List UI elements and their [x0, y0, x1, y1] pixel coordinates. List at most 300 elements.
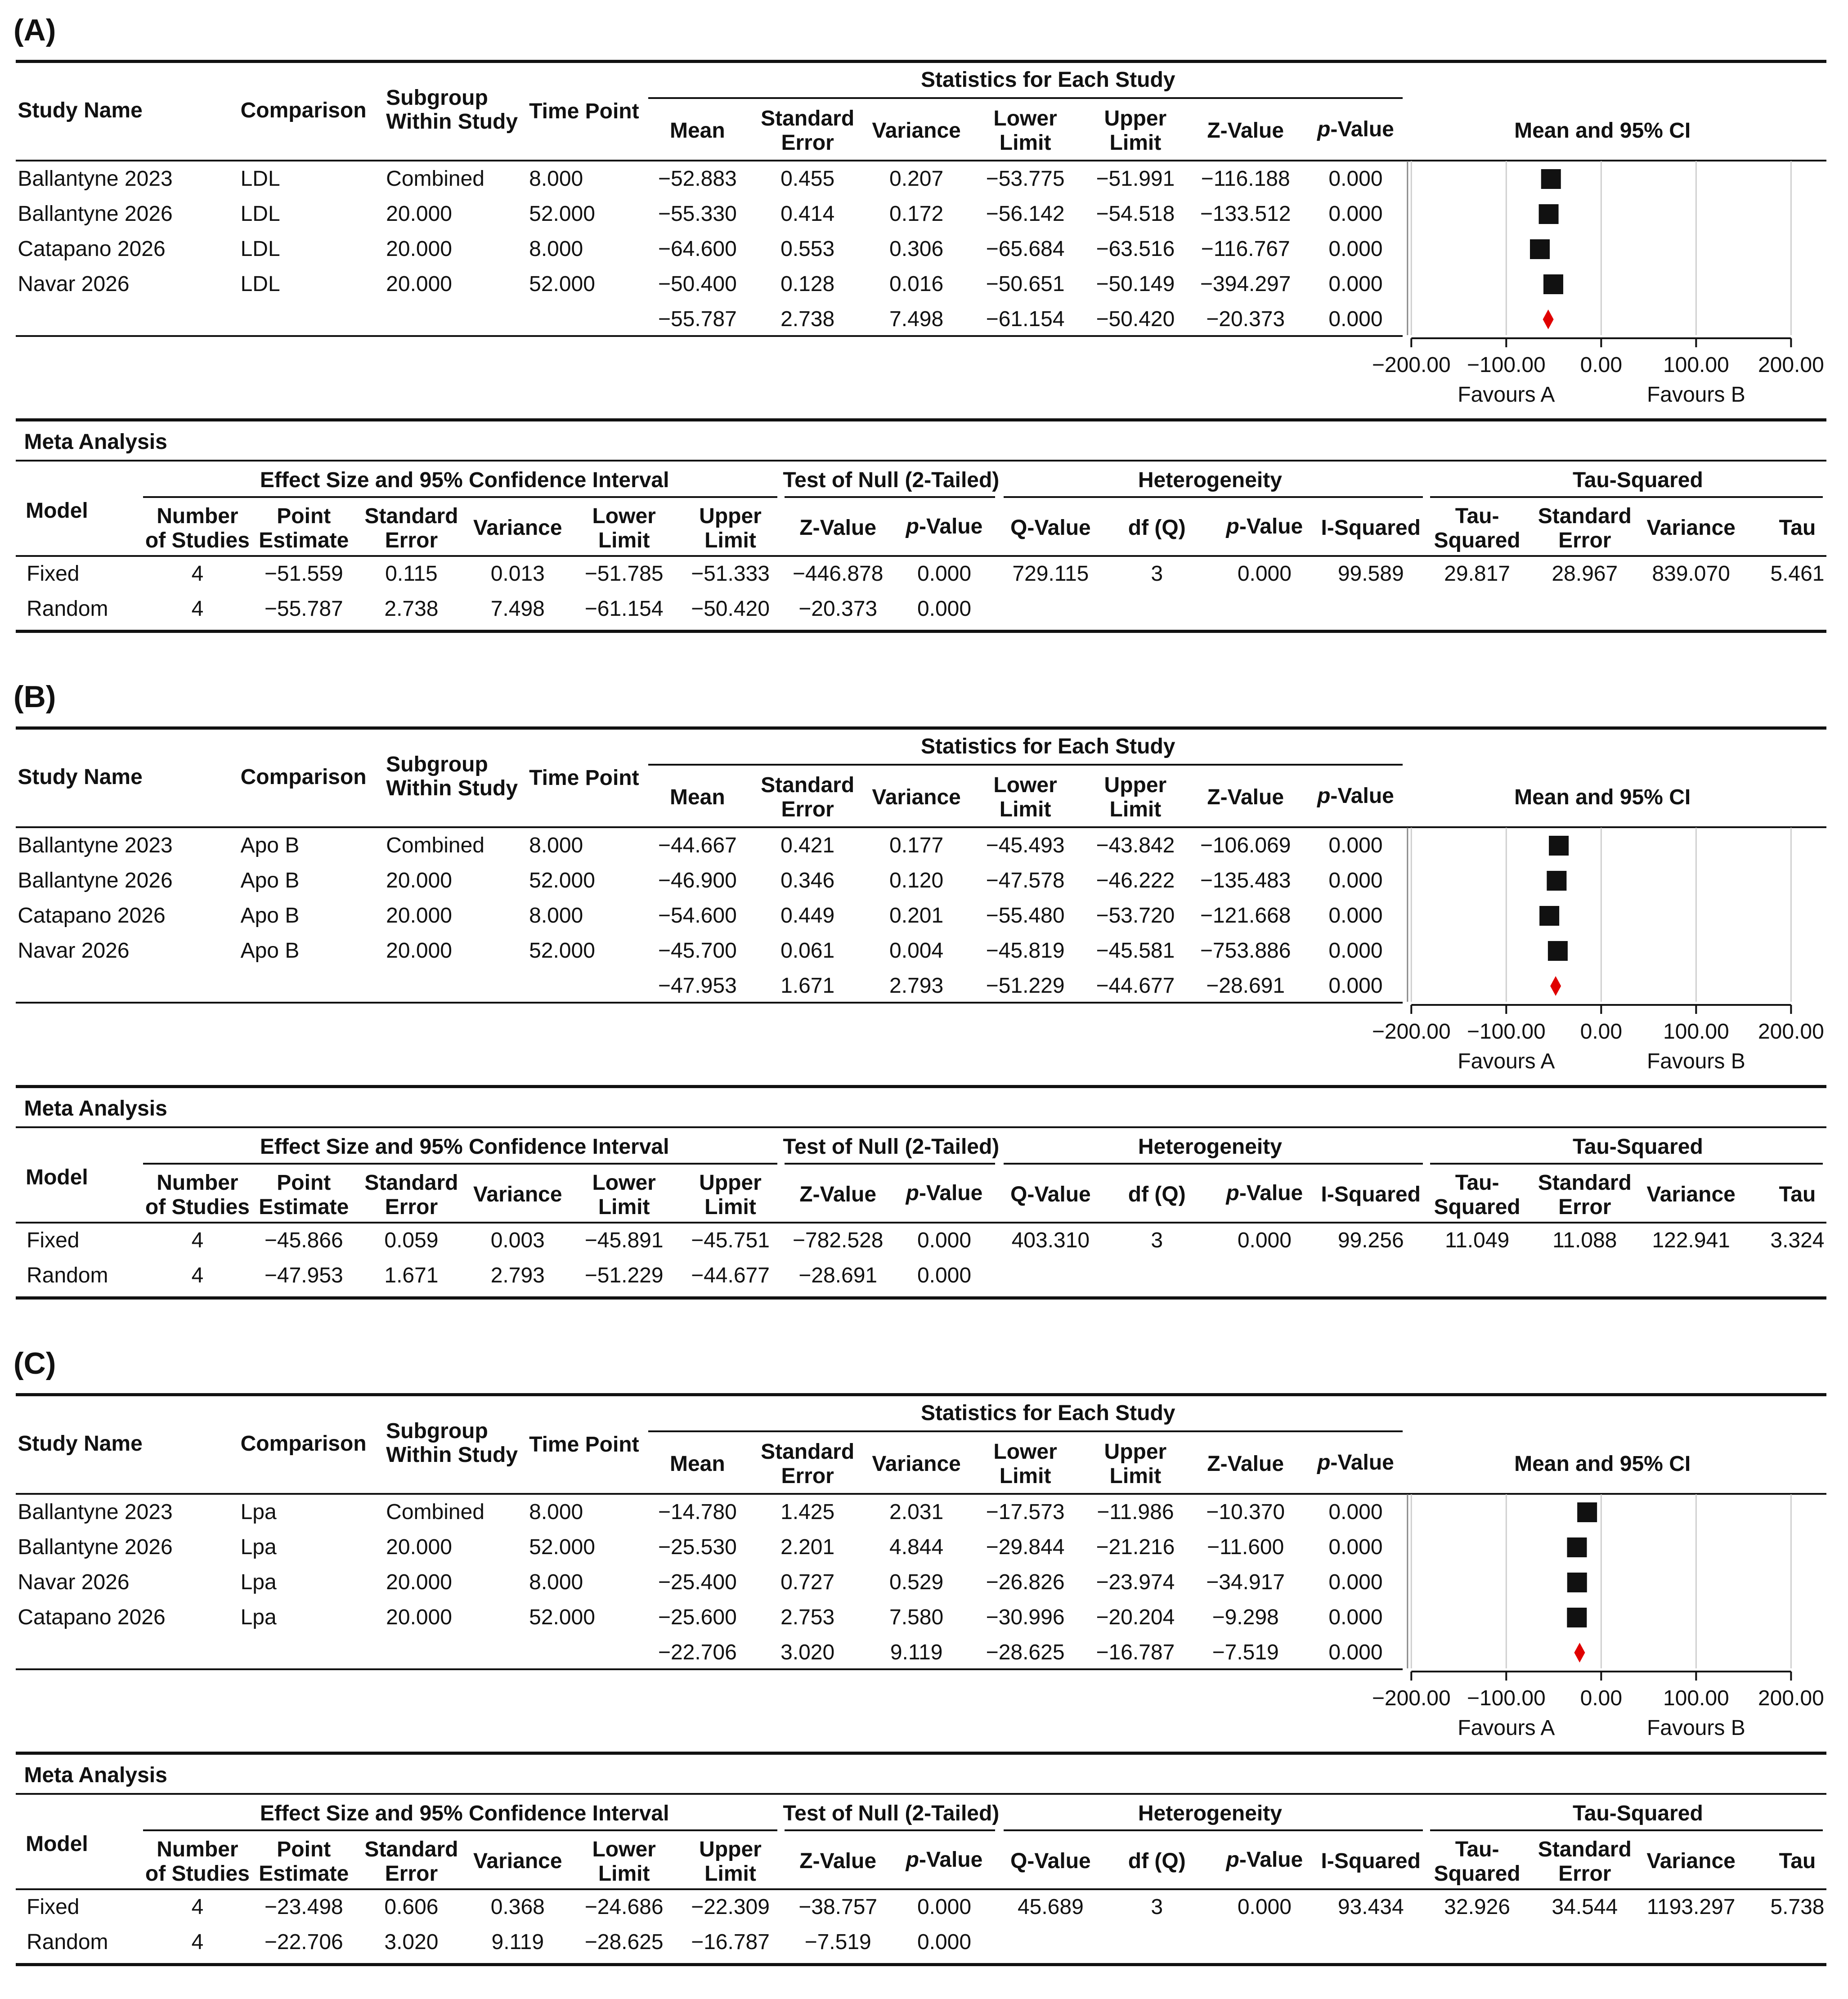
meta-title: Meta Analysis	[24, 1097, 167, 1121]
meta-group-effect: Effect Size and 95% Confidence Interval	[260, 468, 669, 492]
col-header-study-name: Study Name	[18, 765, 143, 789]
meta-cell: 29.817	[1444, 562, 1510, 586]
meta-col-variance: Variance	[473, 1849, 562, 1873]
meta-cell: −22.309	[691, 1895, 770, 1919]
study-cell: 0.000	[1328, 1570, 1383, 1594]
col-header-upper-l2: Limit	[1109, 798, 1162, 821]
meta-group-underline-het	[1004, 1163, 1422, 1165]
study-cell: −121.668	[1200, 904, 1291, 928]
meta-cell: −38.757	[798, 1895, 878, 1919]
study-point-square	[1547, 871, 1566, 891]
meta-col-tau-se-l2: Error	[1558, 529, 1611, 552]
study-cell: −45.700	[658, 939, 737, 963]
meta-cell: Random	[27, 1930, 108, 1954]
meta-cell: 4	[191, 1264, 204, 1287]
study-cell: Apo B	[240, 939, 300, 963]
study-cell: −30.996	[986, 1605, 1065, 1629]
meta-cell: 729.115	[1012, 562, 1089, 586]
study-cell: −11.986	[1097, 1500, 1174, 1524]
col-header-comparison: Comparison	[240, 1432, 367, 1456]
study-cell: −21.216	[1096, 1535, 1175, 1559]
col-header-plot: Mean and 95% CI	[1514, 785, 1691, 809]
meta-col-model: Model	[26, 1832, 88, 1856]
meta-cell: −28.691	[798, 1264, 878, 1287]
study-cell: 0.120	[889, 869, 944, 892]
study-cell: 0.455	[780, 167, 835, 191]
study-cell: −52.883	[658, 167, 737, 191]
study-cell: −23.974	[1096, 1570, 1175, 1594]
study-cell: −43.842	[1096, 834, 1175, 857]
study-cell: Ballantyne 2026	[18, 1535, 173, 1559]
meta-col-tau: Tau	[1779, 516, 1816, 540]
meta-col-standard-error-l1: Standard	[364, 1838, 458, 1861]
meta-col-number-l2: of Studies	[145, 1195, 250, 1219]
summary-cell: −16.787	[1096, 1640, 1175, 1664]
summary-cell: 0.000	[1328, 307, 1383, 331]
meta-cell: −16.787	[691, 1930, 770, 1954]
meta-cell: −47.953	[264, 1264, 343, 1287]
meta-col-q: Q-Value	[1010, 516, 1091, 540]
meta-header-rule	[16, 555, 1826, 557]
col-header-lower-l1: Lower	[993, 107, 1057, 130]
summary-cell: −51.229	[986, 974, 1065, 998]
summary-cell: −50.420	[1096, 307, 1175, 331]
meta-group-underline-tau	[1430, 1163, 1822, 1165]
summary-cell: −28.691	[1206, 974, 1285, 998]
col-header-lower-l2: Limit	[999, 131, 1051, 155]
meta-cell: 0.013	[490, 562, 545, 586]
summary-cell: −44.677	[1096, 974, 1175, 998]
meta-col-p-italic: p	[906, 1181, 919, 1205]
study-cell: −116.188	[1201, 167, 1290, 191]
study-cell: 20.000	[386, 202, 452, 226]
favours-b-label: Favours B	[1646, 1049, 1745, 1073]
x-axis-tick-label: 100.00	[1663, 1020, 1729, 1044]
meta-cell: 99.256	[1337, 1228, 1404, 1252]
meta-col-standard-error-l1: Standard	[364, 1171, 458, 1195]
x-axis-tick-label: 200.00	[1758, 1686, 1824, 1710]
meta-group-null: Test of Null (2-Tailed)	[783, 468, 1000, 492]
meta-col-number-l1: Number	[157, 1171, 238, 1195]
study-cell: Lpa	[240, 1500, 277, 1524]
study-cell: −26.826	[986, 1570, 1065, 1594]
meta-col-standard-error-l1: Standard	[364, 504, 458, 528]
x-axis-tick-label: 0.00	[1580, 1686, 1623, 1710]
meta-top-rule	[16, 1085, 1826, 1088]
meta-col-df: df (Q)	[1128, 1849, 1186, 1873]
col-header-study-name: Study Name	[18, 99, 143, 122]
col-header-lower-l1: Lower	[993, 773, 1057, 797]
col-header-upper-l1: Upper	[1104, 107, 1167, 130]
stats-group-header: Statistics for Each Study	[920, 68, 1175, 92]
study-cell: −753.886	[1200, 939, 1291, 963]
meta-cell: 0.000	[917, 1895, 972, 1919]
meta-col-point-estimate-l1: Point	[277, 1838, 331, 1861]
meta-cell: −7.519	[804, 1930, 871, 1954]
summary-cell: −28.625	[986, 1640, 1065, 1664]
col-header-plot: Mean and 95% CI	[1514, 1452, 1691, 1476]
col-header-p-italic: p	[1317, 784, 1331, 808]
study-point-square	[1548, 941, 1568, 961]
study-cell: −25.400	[658, 1570, 737, 1594]
favours-a-label: Favours A	[1458, 383, 1555, 407]
meta-col-tau-squared-l1: Tau-	[1455, 1171, 1499, 1195]
meta-cell: 0.368	[490, 1895, 545, 1919]
study-cell: −25.530	[658, 1535, 737, 1559]
meta-cell: 3	[1151, 1228, 1163, 1252]
meta-cell: 4	[191, 1930, 204, 1954]
study-cell: −46.900	[658, 869, 737, 892]
study-point-square	[1539, 906, 1559, 926]
study-cell: 52.000	[529, 1535, 595, 1559]
study-cell: Navar 2026	[18, 272, 130, 296]
meta-cell: 0.115	[385, 562, 438, 586]
meta-cell: −45.751	[691, 1228, 770, 1252]
meta-cell: 32.926	[1444, 1895, 1510, 1919]
study-point-square	[1567, 1537, 1587, 1557]
meta-group-het: Heterogeneity	[1138, 468, 1282, 492]
col-header-p-italic: p	[1317, 1451, 1331, 1475]
meta-col-lower-l1: Lower	[592, 1838, 656, 1861]
col-header-upper-l1: Upper	[1104, 1440, 1167, 1464]
x-axis-tick-label: 100.00	[1663, 353, 1729, 377]
summary-cell: −55.787	[658, 307, 737, 331]
meta-cell: 1193.297	[1646, 1895, 1736, 1919]
meta-cell: −51.785	[584, 562, 664, 586]
study-cell: 0.000	[1328, 202, 1383, 226]
study-cell: −106.069	[1200, 834, 1291, 857]
meta-col-tau-squared-l2: Squared	[1434, 529, 1521, 552]
meta-col-tau-variance: Variance	[1646, 1849, 1736, 1873]
meta-group-underline-het	[1004, 496, 1422, 498]
meta-col-point-estimate-l2: Estimate	[259, 1862, 349, 1886]
study-cell: 2.753	[780, 1605, 835, 1629]
meta-cell: Fixed	[27, 1228, 80, 1252]
meta-col-het-p-rest: -Value	[1239, 515, 1303, 538]
study-cell: Catapano 2026	[18, 904, 166, 928]
meta-group-underline-effect	[143, 496, 777, 498]
study-cell: Lpa	[240, 1570, 277, 1594]
stats-group-header: Statistics for Each Study	[920, 735, 1175, 758]
meta-group-het: Heterogeneity	[1138, 1135, 1282, 1159]
study-cell: −51.991	[1096, 167, 1175, 191]
study-cell: −45.493	[986, 834, 1065, 857]
meta-col-q: Q-Value	[1010, 1849, 1091, 1873]
meta-col-z: Z-Value	[799, 1849, 877, 1873]
meta-cell: Fixed	[27, 562, 80, 586]
panel-0	[0, 0, 1848, 666]
study-cell: 0.000	[1328, 1535, 1383, 1559]
study-cell: 0.016	[889, 272, 944, 296]
study-point-square	[1567, 1608, 1587, 1627]
summary-cell: −47.953	[658, 974, 737, 998]
study-cell: Ballantyne 2023	[18, 167, 173, 191]
study-cell: Catapano 2026	[18, 1605, 166, 1629]
x-axis-tick-label: 0.00	[1580, 1020, 1623, 1044]
study-cell: 20.000	[386, 904, 452, 928]
col-header-time-point: Time Point	[529, 1433, 639, 1457]
meta-cell: 0.000	[917, 1228, 972, 1252]
study-cell: −54.600	[658, 904, 737, 928]
meta-cell: −20.373	[798, 597, 878, 621]
study-cell: 0.727	[780, 1570, 835, 1594]
study-cell: 0.207	[889, 167, 944, 191]
meta-col-isq: I-Squared	[1321, 1849, 1421, 1873]
study-cell: 8.000	[529, 167, 583, 191]
meta-col-model: Model	[26, 499, 88, 523]
meta-col-number-l1: Number	[157, 1838, 238, 1861]
col-header-variance: Variance	[872, 785, 961, 809]
study-cell: −116.767	[1201, 237, 1290, 261]
study-cell: Catapano 2026	[18, 237, 166, 261]
summary-cell: 1.671	[780, 974, 835, 998]
meta-col-df: df (Q)	[1128, 516, 1186, 540]
meta-col-p-rest: -Value	[919, 1181, 983, 1205]
meta-col-point-estimate-l2: Estimate	[259, 529, 349, 552]
x-axis-tick-label: −200.00	[1372, 1020, 1451, 1044]
study-cell: 8.000	[529, 237, 583, 261]
meta-cell: −61.154	[584, 597, 664, 621]
x-axis-tick-label: 200.00	[1758, 1020, 1824, 1044]
study-cell: 20.000	[386, 1570, 452, 1594]
favours-a-label: Favours A	[1458, 1049, 1555, 1073]
study-point-square	[1539, 204, 1559, 224]
meta-cell: 0.000	[917, 562, 972, 586]
meta-cell: −782.528	[792, 1228, 884, 1252]
meta-cell: −45.891	[584, 1228, 664, 1252]
study-cell: 0.000	[1328, 834, 1383, 857]
meta-title: Meta Analysis	[24, 430, 167, 454]
study-cell: 20.000	[386, 237, 452, 261]
study-cell: 0.177	[889, 834, 944, 857]
meta-col-lower-l2: Limit	[598, 1195, 650, 1219]
x-axis-tick-label: 0.00	[1580, 353, 1623, 377]
meta-group-null: Test of Null (2-Tailed)	[783, 1135, 1000, 1159]
summary-diamond	[1574, 1643, 1585, 1663]
col-header-variance: Variance	[872, 1452, 961, 1476]
meta-col-het-p	[1226, 1182, 1303, 1205]
study-cell: −50.651	[986, 272, 1065, 296]
summary-cell: 0.000	[1328, 974, 1383, 998]
study-cell: −47.578	[986, 869, 1065, 892]
meta-cell: 2.738	[384, 597, 439, 621]
meta-cell: 3.324	[1770, 1228, 1825, 1252]
study-cell: −56.142	[986, 202, 1065, 226]
study-cell: LDL	[240, 202, 280, 226]
meta-bottom-rule	[16, 630, 1826, 633]
study-cell: −55.330	[658, 202, 737, 226]
meta-cell: 5.461	[1770, 562, 1825, 586]
study-cell: 52.000	[529, 939, 595, 963]
study-point-square	[1543, 274, 1563, 294]
summary-cell: −7.519	[1212, 1640, 1279, 1664]
col-header-z: Z-Value	[1207, 785, 1284, 809]
study-cell: 0.306	[889, 237, 944, 261]
meta-col-lower-l1: Lower	[592, 504, 656, 528]
study-cell: −45.581	[1096, 939, 1175, 963]
study-cell: −29.844	[986, 1535, 1065, 1559]
col-header-subgroup-l2: Within Study	[386, 1443, 518, 1467]
study-cell: −20.204	[1096, 1605, 1175, 1629]
meta-col-point-estimate-l1: Point	[277, 504, 331, 528]
summary-cell: 2.738	[780, 307, 835, 331]
meta-group-underline-effect	[143, 1829, 777, 1831]
col-header-lower-l2: Limit	[999, 1464, 1051, 1488]
meta-col-point-estimate-l1: Point	[277, 1171, 331, 1195]
x-axis-tick-label: −100.00	[1467, 353, 1546, 377]
meta-cell: −23.498	[264, 1895, 343, 1919]
x-axis-tick-label: 100.00	[1663, 1686, 1729, 1710]
study-cell: LDL	[240, 167, 280, 191]
col-header-p-rest: -Value	[1330, 784, 1394, 808]
meta-cell: Random	[27, 1264, 108, 1287]
meta-group-null: Test of Null (2-Tailed)	[783, 1802, 1000, 1825]
col-header-variance: Variance	[872, 119, 961, 143]
study-cell: −45.819	[986, 939, 1065, 963]
study-cell: 7.580	[889, 1605, 944, 1629]
meta-col-variance: Variance	[473, 1183, 562, 1206]
study-cell: 0.201	[889, 904, 944, 928]
study-cell: −46.222	[1096, 869, 1175, 892]
summary-diamond	[1543, 309, 1554, 329]
meta-col-tau-variance: Variance	[1646, 516, 1736, 540]
meta-title-rule	[16, 1126, 1826, 1128]
meta-group-underline-het	[1004, 1829, 1422, 1831]
meta-group-underline-tau	[1430, 496, 1822, 498]
meta-header-rule	[16, 1888, 1826, 1890]
meta-col-tau: Tau	[1779, 1849, 1816, 1873]
meta-col-tau-squared-l2: Squared	[1434, 1195, 1521, 1219]
meta-col-p-italic: p	[906, 515, 919, 538]
x-axis-tick-label: −200.00	[1372, 353, 1451, 377]
panel-2	[0, 1333, 1848, 1999]
study-cell: −34.917	[1206, 1570, 1285, 1594]
meta-col-number-l2: of Studies	[145, 529, 250, 552]
col-header-mean: Mean	[669, 119, 725, 143]
meta-cell: 0.606	[384, 1895, 439, 1919]
study-cell: 0.172	[889, 202, 944, 226]
meta-col-het-p	[1226, 1848, 1303, 1872]
study-cell: LDL	[240, 237, 280, 261]
meta-col-p-rest: -Value	[919, 515, 983, 538]
meta-col-z: Z-Value	[799, 516, 877, 540]
col-header-se-l1: Standard	[761, 773, 855, 797]
col-header-comparison: Comparison	[240, 765, 367, 789]
panel-label: (A)	[13, 13, 56, 47]
meta-col-lower-l2: Limit	[598, 1862, 650, 1886]
x-axis-tick-label: −100.00	[1467, 1020, 1546, 1044]
meta-col-standard-error-l2: Error	[385, 529, 438, 552]
study-cell: 0.449	[780, 904, 835, 928]
col-header-time-point: Time Point	[529, 766, 639, 790]
study-cell: −64.600	[658, 237, 737, 261]
x-axis-tick-label: 200.00	[1758, 353, 1824, 377]
meta-cell: 3	[1151, 562, 1163, 586]
study-cell: Lpa	[240, 1605, 277, 1629]
meta-col-het-p-italic: p	[1226, 515, 1239, 538]
meta-cell: 93.434	[1337, 1895, 1404, 1919]
meta-cell: −51.559	[264, 562, 343, 586]
meta-cell: 839.070	[1652, 562, 1730, 586]
study-point-square	[1577, 1502, 1597, 1522]
meta-cell: 11.088	[1552, 1228, 1617, 1252]
meta-cell: 0.000	[917, 597, 972, 621]
meta-cell: Random	[27, 597, 108, 621]
meta-cell: −22.706	[264, 1930, 343, 1954]
study-cell: −14.780	[658, 1500, 737, 1524]
study-cell: Apo B	[240, 904, 300, 928]
col-header-se-l2: Error	[781, 131, 834, 155]
meta-cell: 0.000	[1237, 562, 1292, 586]
meta-cell: 0.000	[917, 1264, 972, 1287]
meta-col-het-p-rest: -Value	[1239, 1848, 1303, 1872]
meta-group-het: Heterogeneity	[1138, 1802, 1282, 1825]
meta-cell: −51.229	[584, 1264, 664, 1287]
meta-cell: −45.866	[264, 1228, 343, 1252]
col-header-subgroup-l2: Within Study	[386, 110, 518, 134]
study-cell: −135.483	[1200, 869, 1291, 892]
col-header-lower-l1: Lower	[993, 1440, 1057, 1464]
meta-cell: −28.625	[584, 1930, 664, 1954]
study-cell: Combined	[386, 1500, 484, 1524]
study-point-square	[1567, 1573, 1587, 1592]
col-header-subgroup-l1: Subgroup	[386, 753, 488, 776]
meta-group-effect: Effect Size and 95% Confidence Interval	[260, 1802, 669, 1825]
col-header-upper-l2: Limit	[1109, 131, 1162, 155]
meta-col-het-p-italic: p	[1226, 1848, 1239, 1872]
study-cell: 0.000	[1328, 1605, 1383, 1629]
meta-cell: 403.310	[1011, 1228, 1090, 1252]
col-header-se-l1: Standard	[761, 107, 855, 130]
study-cell: 8.000	[529, 834, 583, 857]
meta-col-p	[906, 515, 983, 538]
meta-cell: 5.738	[1770, 1895, 1825, 1919]
study-cell: 8.000	[529, 1570, 583, 1594]
study-cell: 52.000	[529, 869, 595, 892]
meta-col-tau: Tau	[1779, 1183, 1816, 1206]
study-point-square	[1541, 169, 1561, 189]
col-header-se-l2: Error	[781, 798, 834, 821]
x-axis-tick-label: −100.00	[1467, 1686, 1546, 1710]
meta-cell: 0.059	[384, 1228, 439, 1252]
study-cell: 2.031	[889, 1500, 944, 1524]
study-cell: Ballantyne 2023	[18, 834, 173, 857]
study-cell: −54.518	[1096, 202, 1175, 226]
col-header-comparison: Comparison	[240, 99, 367, 122]
meta-bottom-rule	[16, 1963, 1826, 1966]
meta-col-p-rest: -Value	[919, 1848, 983, 1872]
study-cell: Ballantyne 2023	[18, 1500, 173, 1524]
study-cell: 0.000	[1328, 272, 1383, 296]
meta-cell: 9.119	[491, 1930, 544, 1954]
meta-cell: 4	[191, 1895, 204, 1919]
x-axis-tick-label: −200.00	[1372, 1686, 1451, 1710]
study-cell: 52.000	[529, 1605, 595, 1629]
meta-col-isq: I-Squared	[1321, 516, 1421, 540]
meta-col-tau-squared-l1: Tau-	[1455, 504, 1499, 528]
study-cell: Combined	[386, 167, 484, 191]
meta-col-df: df (Q)	[1128, 1183, 1186, 1206]
meta-cell: 1.671	[384, 1264, 439, 1287]
study-cell: −44.667	[658, 834, 737, 857]
meta-col-tau-se-l1: Standard	[1538, 504, 1632, 528]
meta-col-het-p-italic: p	[1226, 1181, 1239, 1205]
summary-cell: 3.020	[780, 1640, 835, 1664]
study-cell: 0.414	[780, 202, 835, 226]
meta-col-standard-error-l2: Error	[385, 1195, 438, 1219]
meta-col-upper-l2: Limit	[704, 1862, 756, 1886]
meta-cell: 0.003	[490, 1228, 545, 1252]
